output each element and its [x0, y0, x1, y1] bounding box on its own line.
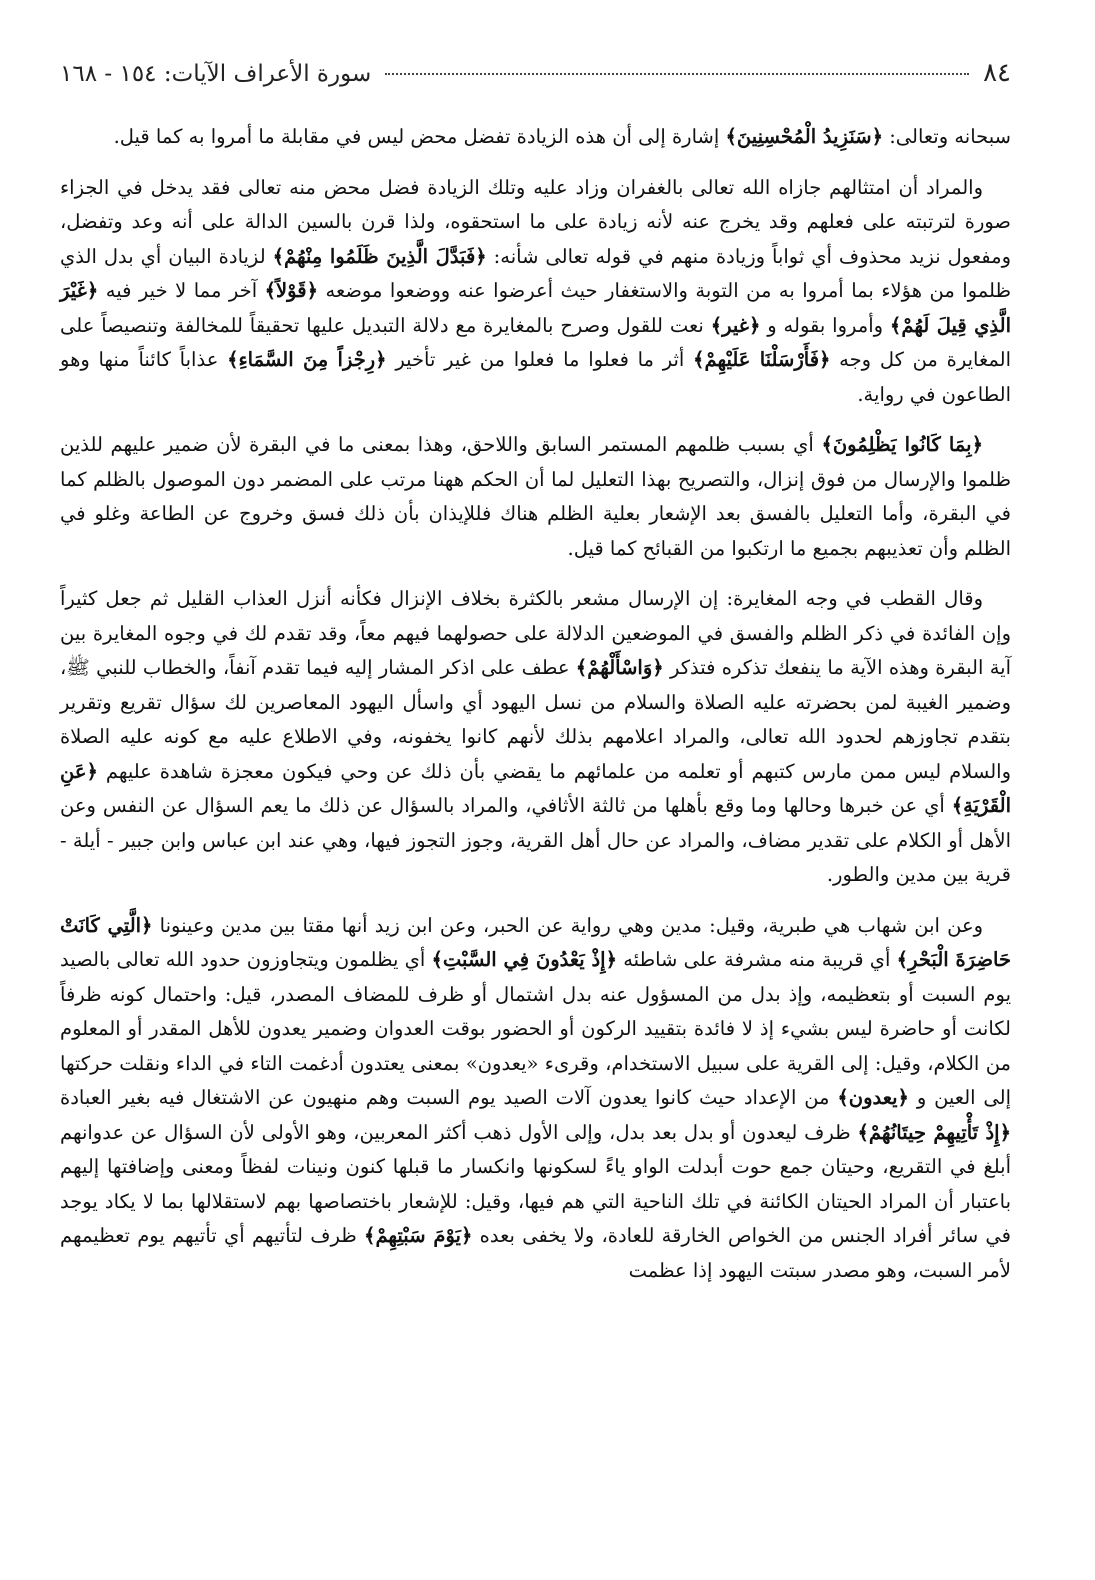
paragraph-text: من الإعداد حيث كانوا يعدون آلات الصيد يوم السبت وهم منهيون عن الاشتغال فيه بغير العبادة	[60, 1086, 838, 1109]
page-number: ٨٤	[983, 58, 1011, 88]
quran-quote: ﴿غير﴾	[710, 313, 761, 337]
quran-quote: ﴿بِمَا كَانُوا يَظْلِمُونَ﴾	[821, 433, 983, 456]
paragraph-text: إشارة إلى أن هذه الزيادة تفضل محض ليس في مقابلة ما أمروا به كما قيل.	[113, 125, 726, 148]
paragraph-text: سبحانه وتعالى:	[883, 125, 1011, 148]
paragraph-text: أي عن خبرها وحالها وما وقع بأهلها من ثالثة الأثافي، والمراد بالسؤال عن ذلك ما يعم السؤال عن النفس وعن الأهل أو الكلام على تقدير مضاف، والمراد عن حال أهل القرية، وجوز التجوز فيها، وهي عند ابن عباس وابن جبير - أيلة - قرية بين مدين والطور.	[60, 794, 1011, 886]
surah-title: سورة الأعراف الآيات: ١٥٤ - ١٦٨	[60, 61, 372, 87]
quran-quote: ﴿فَأَرْسَلْنَا عَلَيْهِمْ﴾	[693, 348, 831, 371]
paragraph-text: وقال القطب في وجه المغايرة: إن الإرسال مشعر بالكثرة بخلاف الإنزال فكأنه أنزل العذاب القليل ثم جعل كثيراً وإن الفائدة في ذكر الظلم والفسق في الموضعين الدلالة على حصولهما فيهم معاً، وقد تقدم لك في وجوه المغايرة بين آية البقرة وهذه الآية ما ينفعك تذكره فتذكر	[60, 587, 1011, 679]
paragraph-text: نعت للقول وصرح بالمغايرة مع دلالة التبديل عليها تحقيقاً للمخالفة وتنصيصاً على المغايرة من كل وجه	[60, 313, 1011, 371]
running-header	[60, 58, 1011, 98]
paragraph-text: أثر ما فعلوا ما فعلوا من غير تأخير	[386, 348, 694, 371]
paragraph	[60, 171, 1011, 413]
header-dotted-leader	[385, 73, 969, 75]
paragraph-text: ظرف لتأتيهم أي تأتيهم يوم تعظيمهم لأمر السبت، وهو مصدر سبتت اليهود إذا عظمت	[60, 1224, 1011, 1282]
paragraph-text: وأمروا بقوله و	[760, 313, 890, 337]
quran-quote: ﴿يَوْمَ سَبْتِهِمْ﴾	[364, 1224, 473, 1247]
paragraph-text: عطف على اذكر المشار إليه فيما تقدم آنفاً، والخطاب للنبي ﷺ، وضمير الغيبة لمن بحضرته عليه الصلاة والسلام من نسل اليهود أي واسأل اليهود المعاصرين لك سؤال تقريع وتقرير بتقدم تجاوزهم لحدود الله تعالى، والمراد اعلامهم بذلك لأنهم كانوا يخفونه، وفي الاطلاع عليه مع كونه عليه الصلاة والسلام ليس ممن مارس كتبهم أو تعلمه من علمائهم ما يقضي بأن ذلك عن وحي فيكون معجزة شاهدة عليهم	[60, 656, 1011, 783]
paragraph-text: ظرف ليعدون أو بدل بعد بدل، وإلى الأول ذهب أكثر المعربين، وهو الأولى لأن السؤال عن عدوانهم أبلغ في التقريع، وحيتان جمع حوت أبدلت الواو ياءً لسكونها وانكسار ما قبلها كنون ونينات لفظاً ومعنى وإضافتها إليهم باعتبار أن المراد الحيتان الكائنة في تلك الناحية التي هم فيها، وقيل: للإشعار باختصاصها بهم لاستقلالها بما لا يكاد يوجد في سائر أفراد الجنس من الخواص الخارقة للعادة، ولا يخفى بعده	[60, 1120, 1012, 1247]
paragraph-text: أي يظلمون ويتجاوزون حدود الله تعالى بالصيد يوم السبت أو بتعظيمه، وإذ بدل من المسؤول عنه بدل اشتمال أو ظرف للمضاف المصدر، قيل: واحتمال كونه ظرفاً لكانت أو حاضرة ليس بشيء إذ لا فائدة بتقييد الركون أو الحضور بوقت العدوان وضمير يعدون للأهل المقدر أو المعلوم من الكلام، وقيل: إلى القرية على سبيل الاستخدام، وقرىء «يعدون» بمعنى يعتدون أدغمت التاء في الداء ونقلت حركتها إلى العين و	[60, 948, 1011, 1109]
paragraph-text: أي بسبب ظلمهم المستمر السابق واللاحق، وهذا بمعنى ما في البقرة لأن ضمير عليهم للذين ظلموا والإرسال من فوق إنزال، والتصريح بهذا التعليل لما أن الحكم ههنا مرتب على المضمر دون الموصول بالظلم كما في البقرة، وأما التعليل بالفسق بعد الإشعار بعلية الظلم هناك فللإيذان بأن ذلك فسق وخروج عن الطاعة وغلو في الظلم وأن تعذيبهم بجميع ما ارتكبوا من القبائح كما قيل.	[60, 433, 1011, 560]
paragraph	[60, 909, 1011, 1289]
quran-quote: ﴿فَبَدَّلَ الَّذِينَ ظَلَمُوا مِنْهُمْ﴾	[272, 244, 487, 268]
paragraph	[60, 582, 1011, 893]
quran-quote: ﴿عَنِ الْقَرْيَةِ﴾	[60, 759, 1011, 817]
paragraph-text: آخر مما لا خير فيه	[98, 279, 265, 302]
quran-quote: ﴿إِذْ تَأْتِيهِمْ حِيتَانُهُمْ﴾	[857, 1120, 1011, 1144]
quran-quote: ﴿يعدون﴾	[837, 1086, 909, 1109]
quran-quote: ﴿قَوْلاً﴾	[264, 279, 318, 302]
quran-quote: ﴿وَاسْأَلْهُمْ﴾	[575, 656, 664, 679]
quran-quote: ﴿غَيْرَ الَّذِي قِيلَ لَهُمْ﴾	[60, 279, 1011, 337]
paragraph-text: عذاباً كائناً منها وهو الطاعون في رواية.	[60, 348, 1011, 406]
quran-quote: ﴿سَنَزِيدُ الْمُحْسِنِينَ﴾	[725, 125, 883, 148]
paragraph	[60, 120, 1011, 155]
quran-quote: ﴿الَّتِي كَانَتْ حَاضِرَةَ الْبَحْرِ﴾	[60, 913, 1011, 971]
paragraph-text: لزيادة البيان أي بدل الذي ظلموا من هؤلاء بما أمروا به من التوبة والاستغفار حيث أعرضوا عنه ووضعوا موضعه	[60, 244, 1012, 302]
quran-quote: ﴿إِذْ يَعْدُونَ فِي السَّبْتِ﴾	[431, 948, 618, 971]
paragraph-text: أي قريبة منه مشرفة على شاطئه	[617, 948, 897, 971]
paragraph	[60, 428, 1011, 566]
commentary-text	[60, 120, 1011, 1288]
paragraph-text: والمراد أن امتثالهم جازاه الله تعالى بالغفران وزاد عليه وتلك الزيادة فضل محض منه تعالى فقد يدخل في الجزاء صورة لترتبته على فعلهم وقد يخرج عنه لأنه زيادة على ما استحقوه، ولذا قرن بالسين الدالة على أنه وعد وتفضل، ومفعول نزيد محذوف أي ثواباً وزيادة منهم في قوله تعالى شأنه:	[60, 175, 1012, 268]
paragraph-text: وعن ابن شهاب هي طبرية، وقيل: مدين وهي رواية عن الحبر، وعن ابن زيد أنها مقتا بين مدين وعينونا	[152, 913, 983, 937]
quran-quote: ﴿رِجْزاً مِنَ السَّمَاءِ﴾	[227, 348, 387, 371]
